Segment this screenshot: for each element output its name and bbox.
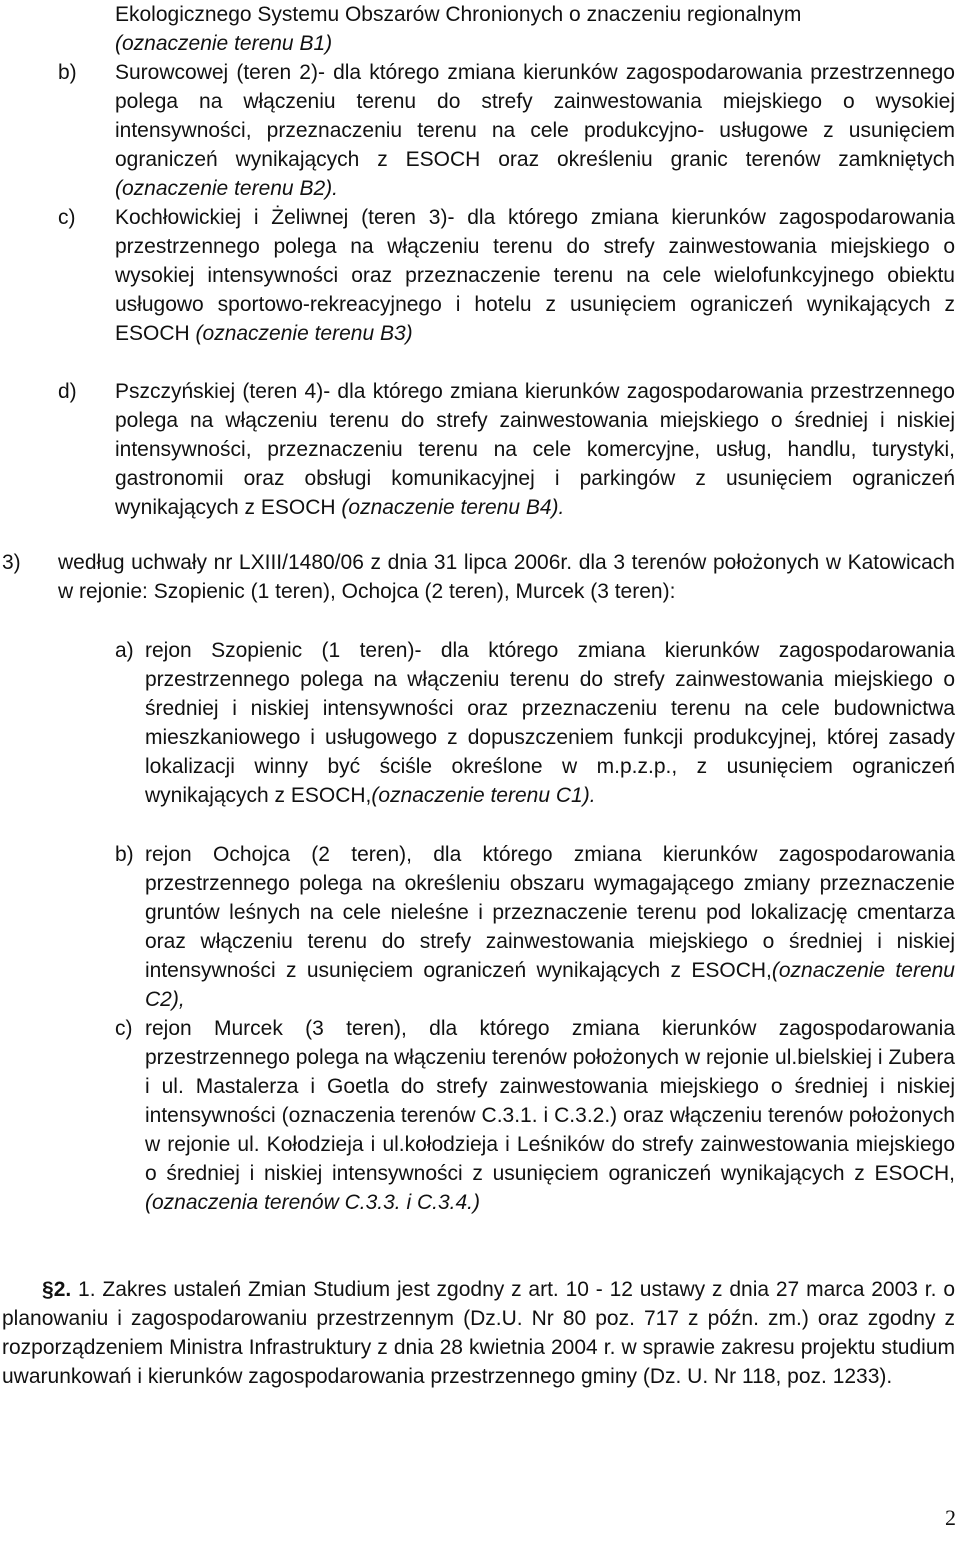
- sub-b-note: (oznaczenie terenu C2),: [145, 959, 955, 1011]
- b1-continuation-text: Ekologicznego Systemu Obszarów Chronionych o znaczeniu regionalnym: [115, 3, 802, 26]
- sub-c-note: (oznaczenia terenów C.3.3. i C.3.4.): [145, 1191, 480, 1214]
- sub-b-text: rejon Ochojca (2 teren), dla którego zmiana kierunków zagospodarowania przestrzennego polega na określeniu obszaru wymagającego zmiany przeznaczenie gruntów leśnych na cele nieleśne i przeznaczenie terenu pod lokalizację cmentarza oraz włączeniu terenu do strefy zainwestowania miejskiego o średniej i niskiej intensywności z usunięciem ograniczeń wynikających z ESOCH,: [145, 843, 955, 982]
- item-3-text: według uchwały nr LXIII/1480/06 z dnia 31 lipca 2006r. dla 3 terenów położonych w Katowicach w rejonie: Szopienic (1 teren), Ochojca (2 teren), Murcek (3 teren):: [58, 551, 955, 603]
- sub-a-note: (oznaczenie terenu C1).: [371, 784, 596, 807]
- sub-a-label: a): [115, 639, 134, 662]
- item-c-text: Kochłowickiej i Żeliwnej (teren 3)- dla którego zmiana kierunków zagospodarowania przestrzennego polega na włączeniu terenu do strefy zainwestowania miejskiego o wysokiej intensywności oraz przeznaczenie terenu na cele wielofunkcyjnego obiektu usługowo sportowo-rekreacyjnego i hotelu z usunięciem ograniczeń wynikających z ESOCH: [115, 206, 955, 345]
- section-number: 2.: [53, 1278, 72, 1301]
- item-b-label: b): [58, 61, 77, 84]
- section-2-paragraph: [2, 1275, 955, 1391]
- b1-note: (oznaczenie terenu B1): [115, 32, 333, 55]
- sub-c-label: c): [115, 1017, 133, 1040]
- item-d-paragraph: [115, 377, 955, 522]
- item-c-note: (oznaczenie terenu B3): [195, 322, 413, 345]
- item-3-label: 3): [2, 551, 21, 574]
- sub-b-paragraph: [145, 840, 955, 1014]
- sub-c-text: rejon Murcek (3 teren), dla którego zmiana kierunków zagospodarowania przestrzennego polega na włączeniu terenów położonych w rejonie ul.bielskiej i Zubera i ul. Mastalerza i Goetla do strefy zainwestowania miejskiego o średniej i niskiej intensywności (oznaczenia terenów C.3.1. i C.3.2.) oraz włączeniu terenów położonych w rejonie ul. Kołodzieja i ul.kołodzieja i Leśników do strefy zainwestowania miejskiego o średniej i niskiej intensywności z usunięciem ograniczeń wynikających z ESOCH,: [145, 1017, 955, 1185]
- page-number: 2: [945, 1505, 956, 1530]
- item-3-paragraph: [58, 548, 955, 606]
- item-c-label: c): [58, 206, 76, 229]
- section-symbol: §: [42, 1278, 54, 1301]
- sub-c-paragraph: [145, 1014, 955, 1217]
- item-b-paragraph: [115, 58, 955, 203]
- item-b-text: Surowcowej (teren 2)- dla którego zmiana kierunków zagospodarowania przestrzennego polega na włączeniu terenu do strefy zainwestowania miejskiego o wysokiej intensywności, przeznaczeniu terenu na cele produkcyjno- usługowe z usunięciem ograniczeń wynikających z ESOCH oraz określeniu granic terenów zamkniętych: [115, 61, 955, 171]
- sub-b-label: b): [115, 843, 134, 866]
- item-d-text: Pszczyńskiej (teren 4)- dla którego zmiana kierunków zagospodarowania przestrzennego polega na włączeniu terenu do strefy zainwestowania miejskiego o średniej i niskiej intensywności, przeznaczeniu terenu na cele komercyjne, usług, handlu, turystyki, gastronomii oraz obsługi komunikacyjnej i parkingów z usunięciem ograniczeń wynikających z ESOCH: [115, 380, 955, 519]
- sub-a-text: rejon Szopienic (1 teren)- dla którego zmiana kierunków zagospodarowania przestrzennego polega na włączeniu terenu do strefy zainwestowania miejskiego o średniej i niskiej intensywności oraz przeznaczeniu terenu na cele budownictwa mieszkaniowego i usługowego z dopuszczeniem funkcji produkcyjnej, której zasady lokalizacji winny być ściśle określone w m.p.z.p., z usunięciem ograniczeń wynikających z ESOCH,: [145, 639, 955, 807]
- item-c-paragraph: [115, 203, 955, 348]
- section-2-text: 1. Zakres ustaleń Zmian Studium jest zgodny z art. 10 - 12 ustawy z dnia 27 marca 2003 r. o planowaniu i zagospodarowaniu przestrzennym (Dz.U. Nr 80 poz. 717 z późn. zm.) oraz zgodny z rozporządzeniem Ministra Infrastruktury z dnia 28 kwietnia 2004 r. w sprawie zakresu projektu studium uwarunkowań i kierunków zagospodarowania przestrzennego gminy (Dz. U. Nr 118, poz. 1233).: [2, 1278, 955, 1388]
- item-d-label: d): [58, 380, 77, 403]
- sub-a-paragraph: [145, 636, 955, 810]
- b1-continuation: [115, 0, 955, 58]
- item-d-note: (oznaczenie terenu B4).: [341, 496, 565, 519]
- item-b-note: (oznaczenie terenu B2).: [115, 177, 338, 200]
